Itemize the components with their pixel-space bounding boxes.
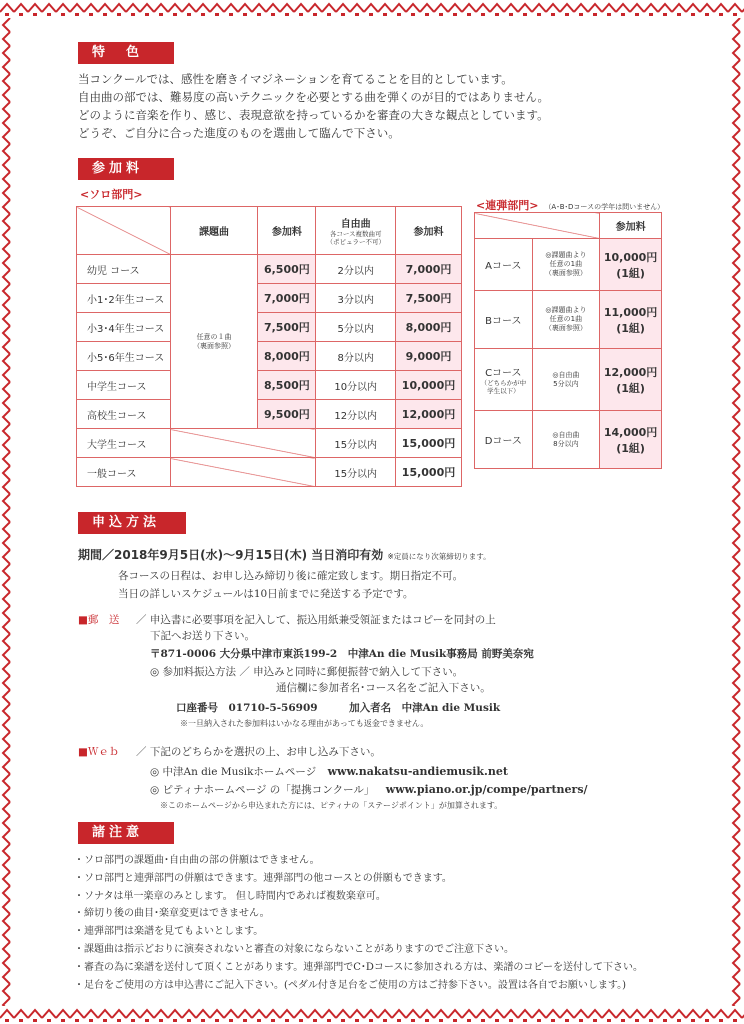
duet-table-title [476, 197, 664, 213]
duet-note: （A･B･Dコースの学年は問いません） [544, 203, 665, 211]
course-name: 小5･6年生コース [77, 342, 171, 371]
right-border-pattern [730, 18, 744, 1006]
schedule-note-1: 各コースの日程は、お申し込み締切り後に確定致します。期日指定不可。 [118, 570, 464, 582]
intro-line: 当コンクールでは、感性を磨きイマジネーションを育てることを目的としています。 [78, 72, 513, 86]
period-text: 期間／2018年9月5日(水)～9月15日(木) 当日消印有効 [78, 548, 384, 562]
duet-header-fee: 参加料 [600, 213, 662, 239]
section-header-apply: 申込方法 [78, 512, 186, 534]
jiyu-time: 15分以内 [316, 458, 396, 487]
duet-fee-amount: 12,000円 [603, 365, 658, 379]
duet-fee-unit: (1組) [616, 381, 645, 395]
bottom-border-pattern [0, 1006, 744, 1024]
section-header-fees: 参加料 [78, 158, 174, 180]
note-item: ・課題曲は指示どおりに演奏されないと審査の対象にならないことがありますのでご注意下さい。 [74, 943, 514, 955]
kadai-fee: 8,500円 [258, 371, 316, 400]
kadai-fee: 8,000円 [258, 342, 316, 371]
empty-diag-cell [170, 458, 316, 487]
kadai-text: 任意の１曲 [196, 332, 232, 341]
intro-line: どのように音楽を作り、感じ、表現意欲を持っているかを審査の大きな観点としています。 [78, 108, 549, 122]
mail-address: 〒871-0006 大分県中津市東浜199-2 中津An die Musik事務局 前野美奈宛 [150, 648, 534, 660]
duet-fee-unit: (1組) [616, 321, 645, 335]
web-line-2 [150, 764, 508, 779]
web-line-1: ／ 下記のどちらかを選択の上、お申し込み下さい。 [136, 746, 381, 758]
duet-fee-unit: (1組) [616, 266, 645, 280]
left-border-pattern [0, 18, 14, 1006]
kadai-cell [170, 255, 258, 429]
duet-fee-amount: 14,000円 [603, 425, 658, 439]
kadai-fee: 6,500円 [258, 255, 316, 284]
duet-course-sub: （どちらかが中学生以下） [480, 379, 527, 395]
jiyu-fee: 15,000円 [396, 429, 462, 458]
period-note: ※定員になり次第締切ります。 [387, 552, 491, 561]
duet-desc [532, 349, 600, 411]
note-item: ・審査の為に楽譜を送付して頂くことがあります。連弾部門でC･Dコースに参加される方は、楽譜のコピーを送付して下さい。 [74, 961, 643, 973]
transfer-line-1: ◎ 参加料振込方法 ／ 申込みと同時に郵便振替で納入して下さい。 [150, 666, 464, 678]
duet-desc-line: 任意の1曲 [549, 260, 583, 268]
header-jiyu [316, 207, 396, 255]
duet-course [475, 349, 533, 411]
kadai-fee: 7,500円 [258, 313, 316, 342]
jiyu-time: 5分以内 [316, 313, 396, 342]
duet-fee-unit: (1組) [616, 441, 645, 455]
note-item: ・ソロ部門の課題曲･自由曲の部の併願はできません。 [74, 855, 320, 866]
note-item: ・締切り後の曲目･楽章変更はできません。 [74, 908, 270, 920]
solo-table-title: <ソロ部門> [80, 188, 143, 201]
jiyu-fee: 8,000円 [396, 313, 462, 342]
mail-line-1: ／ 申込書に必要事項を記入して、振込用紙兼受領証またはコピーを同封の上 [136, 614, 496, 626]
header-jiyu-note2: （ポピュラー不可） [326, 238, 385, 246]
duet-fee [600, 411, 662, 469]
section-header-notes: 諸注意 [78, 822, 174, 844]
duet-desc-line: （裏面参照） [544, 324, 587, 332]
application-period [78, 546, 491, 563]
mail-line-2: 下記へお送り下さい。 [150, 630, 255, 642]
course-name: 小1･2年生コース [77, 284, 171, 313]
jiyu-fee: 12,000円 [396, 400, 462, 429]
duet-fee-amount: 10,000円 [603, 250, 658, 264]
note-item: ・連弾部門は楽譜を見てもよいとします。 [74, 926, 264, 938]
duet-fee [600, 291, 662, 349]
jiyu-fee: 7,500円 [396, 284, 462, 313]
duet-course: Bコース [475, 291, 533, 349]
web-note: ※このホームページから申込まれた方には、ピティナの「ステージポイント」が加算されます。 [160, 801, 503, 810]
course-name: 一般コース [77, 458, 171, 487]
duet-fee-amount: 11,000円 [603, 305, 658, 319]
kadai-sub: （裏面参照） [193, 341, 236, 350]
jiyu-time: 2分以内 [316, 255, 396, 284]
jiyu-time: 8分以内 [316, 342, 396, 371]
pitina-url[interactable]: www.piano.or.jp/compe/partners/ [385, 783, 588, 796]
duet-desc-line: ◎課題曲より [545, 251, 587, 259]
duet-desc [532, 291, 600, 349]
note-item: ・ソナタは単一楽章のみとします。 但し時間内であれば複数楽章可。 [74, 890, 386, 902]
duet-desc-line: 8分以内 [553, 439, 579, 448]
course-name: 高校生コース [77, 400, 171, 429]
transfer-line-2: 通信欄に参加者名･コース名をご記入下さい。 [276, 682, 491, 694]
duet-desc-line: ◎課題曲より [545, 306, 587, 314]
schedule-note-2: 当日の詳しいスケジュールは10日前までに発送する予定です。 [118, 588, 414, 600]
duet-course: Aコース [475, 239, 533, 291]
duet-fee [600, 349, 662, 411]
header-jiyu-note: 各コース複数曲可 [329, 230, 382, 238]
header-fee2: 参加料 [396, 207, 462, 255]
refund-note: ※一旦納入された参加料はいかなる理由があっても返金できません。 [180, 719, 429, 728]
course-name: 中学生コース [77, 371, 171, 400]
header-fee: 参加料 [258, 207, 316, 255]
kadai-fee: 7,000円 [258, 284, 316, 313]
duet-corner-cell [475, 213, 600, 239]
solo-fee-table [76, 206, 462, 487]
course-name: 幼児 コース [77, 255, 171, 284]
note-item: ・足台をご使用の方は申込書にご記入下さい。(ペダル付き足台をご使用の方はご持参下さい。設置は各自でお願いします。) [74, 979, 627, 991]
duet-desc-line: 5分以内 [553, 379, 579, 388]
header-jiyu-label: 自由曲 [340, 219, 371, 230]
jiyu-fee: 9,000円 [396, 342, 462, 371]
intro-line: 自由曲の部では、難易度の高いテクニックを必要とする曲を弾くのが目的ではありません。 [78, 90, 550, 104]
jiyu-fee: 15,000円 [396, 458, 462, 487]
duet-title-text: <連弾部門> [476, 199, 539, 212]
intro-line: どうぞ、ご自分に合った進度のものを選曲して臨んで下さい。 [78, 126, 400, 140]
kadai-fee: 9,500円 [258, 400, 316, 429]
jiyu-fee: 7,000円 [396, 255, 462, 284]
duet-course: Dコース [475, 411, 533, 469]
notes-list [74, 852, 643, 994]
jiyu-fee: 10,000円 [396, 371, 462, 400]
jiyu-time: 12分以内 [316, 400, 396, 429]
duet-desc [532, 411, 600, 469]
course-name: 大学生コース [77, 429, 171, 458]
top-border-pattern [0, 0, 744, 18]
mail-label: ■郵 送 [78, 614, 120, 626]
empty-diag-cell [170, 429, 316, 458]
jiyu-time: 15分以内 [316, 429, 396, 458]
web-site-url[interactable]: www.nakatsu-andiemusik.net [327, 765, 508, 778]
intro-text [78, 70, 678, 142]
solo-corner-cell [77, 207, 171, 255]
note-item: ・ソロ部門と連弾部門の併願はできます。連弾部門の他コースとの併願もできます。 [74, 872, 452, 884]
duet-desc-line: 任意の1曲 [549, 315, 583, 323]
duet-fee [600, 239, 662, 291]
web-label: ■Ｗｅｂ [78, 746, 120, 758]
duet-fee-table [474, 212, 662, 469]
duet-desc-line: （裏面参照） [544, 269, 587, 277]
pitina-label: ◎ ピティナホームページ の「提携コンクール」 [150, 784, 375, 796]
duet-desc [532, 239, 600, 291]
duet-course-label: Cコース [485, 368, 522, 379]
section-header-features: 特 色 [78, 42, 174, 64]
web-line-3 [150, 782, 588, 797]
header-kadai: 課題曲 [170, 207, 258, 255]
jiyu-time: 10分以内 [316, 371, 396, 400]
duet-desc-line: ◎自由曲 [552, 370, 580, 379]
course-name: 小3･4年生コース [77, 313, 171, 342]
duet-desc-line: ◎自由曲 [552, 430, 580, 439]
web-site-label: ◎ 中津An die Musikホームページ [150, 766, 317, 778]
jiyu-time: 3分以内 [316, 284, 396, 313]
bank-account: 口座番号 01710-5-56909 加入者名 中津An die Musik [176, 702, 501, 714]
